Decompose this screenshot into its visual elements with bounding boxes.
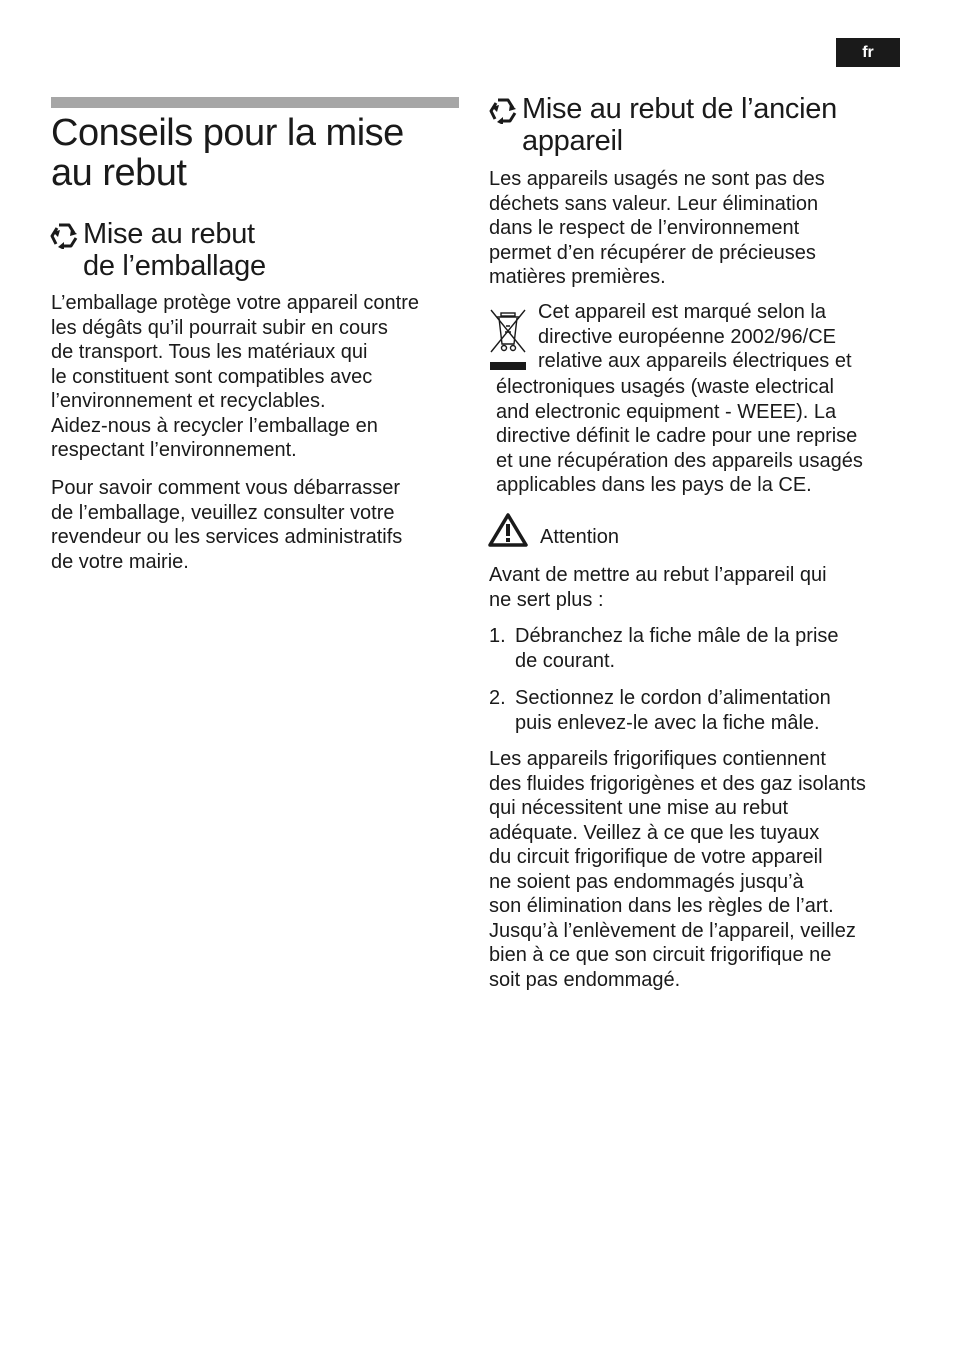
crossed-out-bin-icon	[488, 308, 528, 372]
before-disposal-paragraph: Avant de mettre au rebut l’appareil qui ne sert plus :	[489, 564, 827, 611]
list-item	[489, 624, 909, 673]
recycle-icon	[488, 93, 522, 125]
warning-triangle-icon	[488, 513, 528, 547]
packaging-paragraph-1: L’emballage protège votre appareil contre les dégâts qu’il pourrait subir en cours de transport. Tous les matériaux qui le constituent sont compatibles avec l’environnement et recyclables. Aidez-nous à recycler l’emballage en respectant l’environnement.	[51, 292, 420, 461]
packaging-disposal-heading	[49, 218, 459, 282]
old-appliance-paragraph-1: Les appareils usagés ne sont pas des déchets sans valeur. Leur élimination dans le respect de l’environnement permet d’en récupérer de précieuses matières premières.	[489, 168, 825, 288]
page-title: Conseils pour la mise au rebut	[51, 112, 404, 194]
packaging-disposal-heading-text: Mise au rebut de l’emballage	[83, 218, 266, 282]
list-item	[489, 686, 909, 735]
list-item-text: Sectionnez le cordon d’alimentation puis enlevez-le avec la fiche mâle.	[515, 687, 831, 734]
list-item-number: 2.	[489, 687, 506, 709]
list-item-number: 1.	[489, 625, 506, 647]
refrigerant-paragraph: Les appareils frigorifiques contiennent des fluides frigorigènes et des gaz isolants qui nécessitent une mise au rebut adéquate. Veillez à ce que les tuyaux du circuit frigorifique de votre appareil ne soient pas endommagés jusqu’à son élimination dans les règles de l’art. Jusqu’à l’enlèvement de l’appareil, veillez bien à ce que son circuit frigorifique ne soit pas endommagé.	[489, 748, 866, 991]
list-item-text: Débranchez la fiche mâle de la prise de courant.	[515, 625, 839, 672]
weee-paragraph-rest: électroniques usagés (waste electrical and electronic equipment - WEEE). La directive définit le cadre pour une reprise et une récupération des appareils usagés applicables dans les pays de la CE.	[496, 376, 863, 496]
recycle-icon	[49, 218, 83, 250]
old-appliance-disposal-heading	[488, 93, 908, 157]
section-rule	[51, 97, 459, 108]
language-badge: fr	[836, 38, 900, 67]
weee-paragraph-first: Cet appareil est marqué selon la directive européenne 2002/96/CE relative aux appareils électriques et	[538, 301, 852, 372]
packaging-paragraph-2: Pour savoir comment vous débarrasser de l’emballage, veuillez consulter votre revendeur ou les services administratifs de votre mairie.	[51, 477, 403, 573]
attention-label: Attention	[540, 526, 619, 548]
old-appliance-disposal-heading-text: Mise au rebut de l’ancien appareil	[522, 93, 837, 157]
